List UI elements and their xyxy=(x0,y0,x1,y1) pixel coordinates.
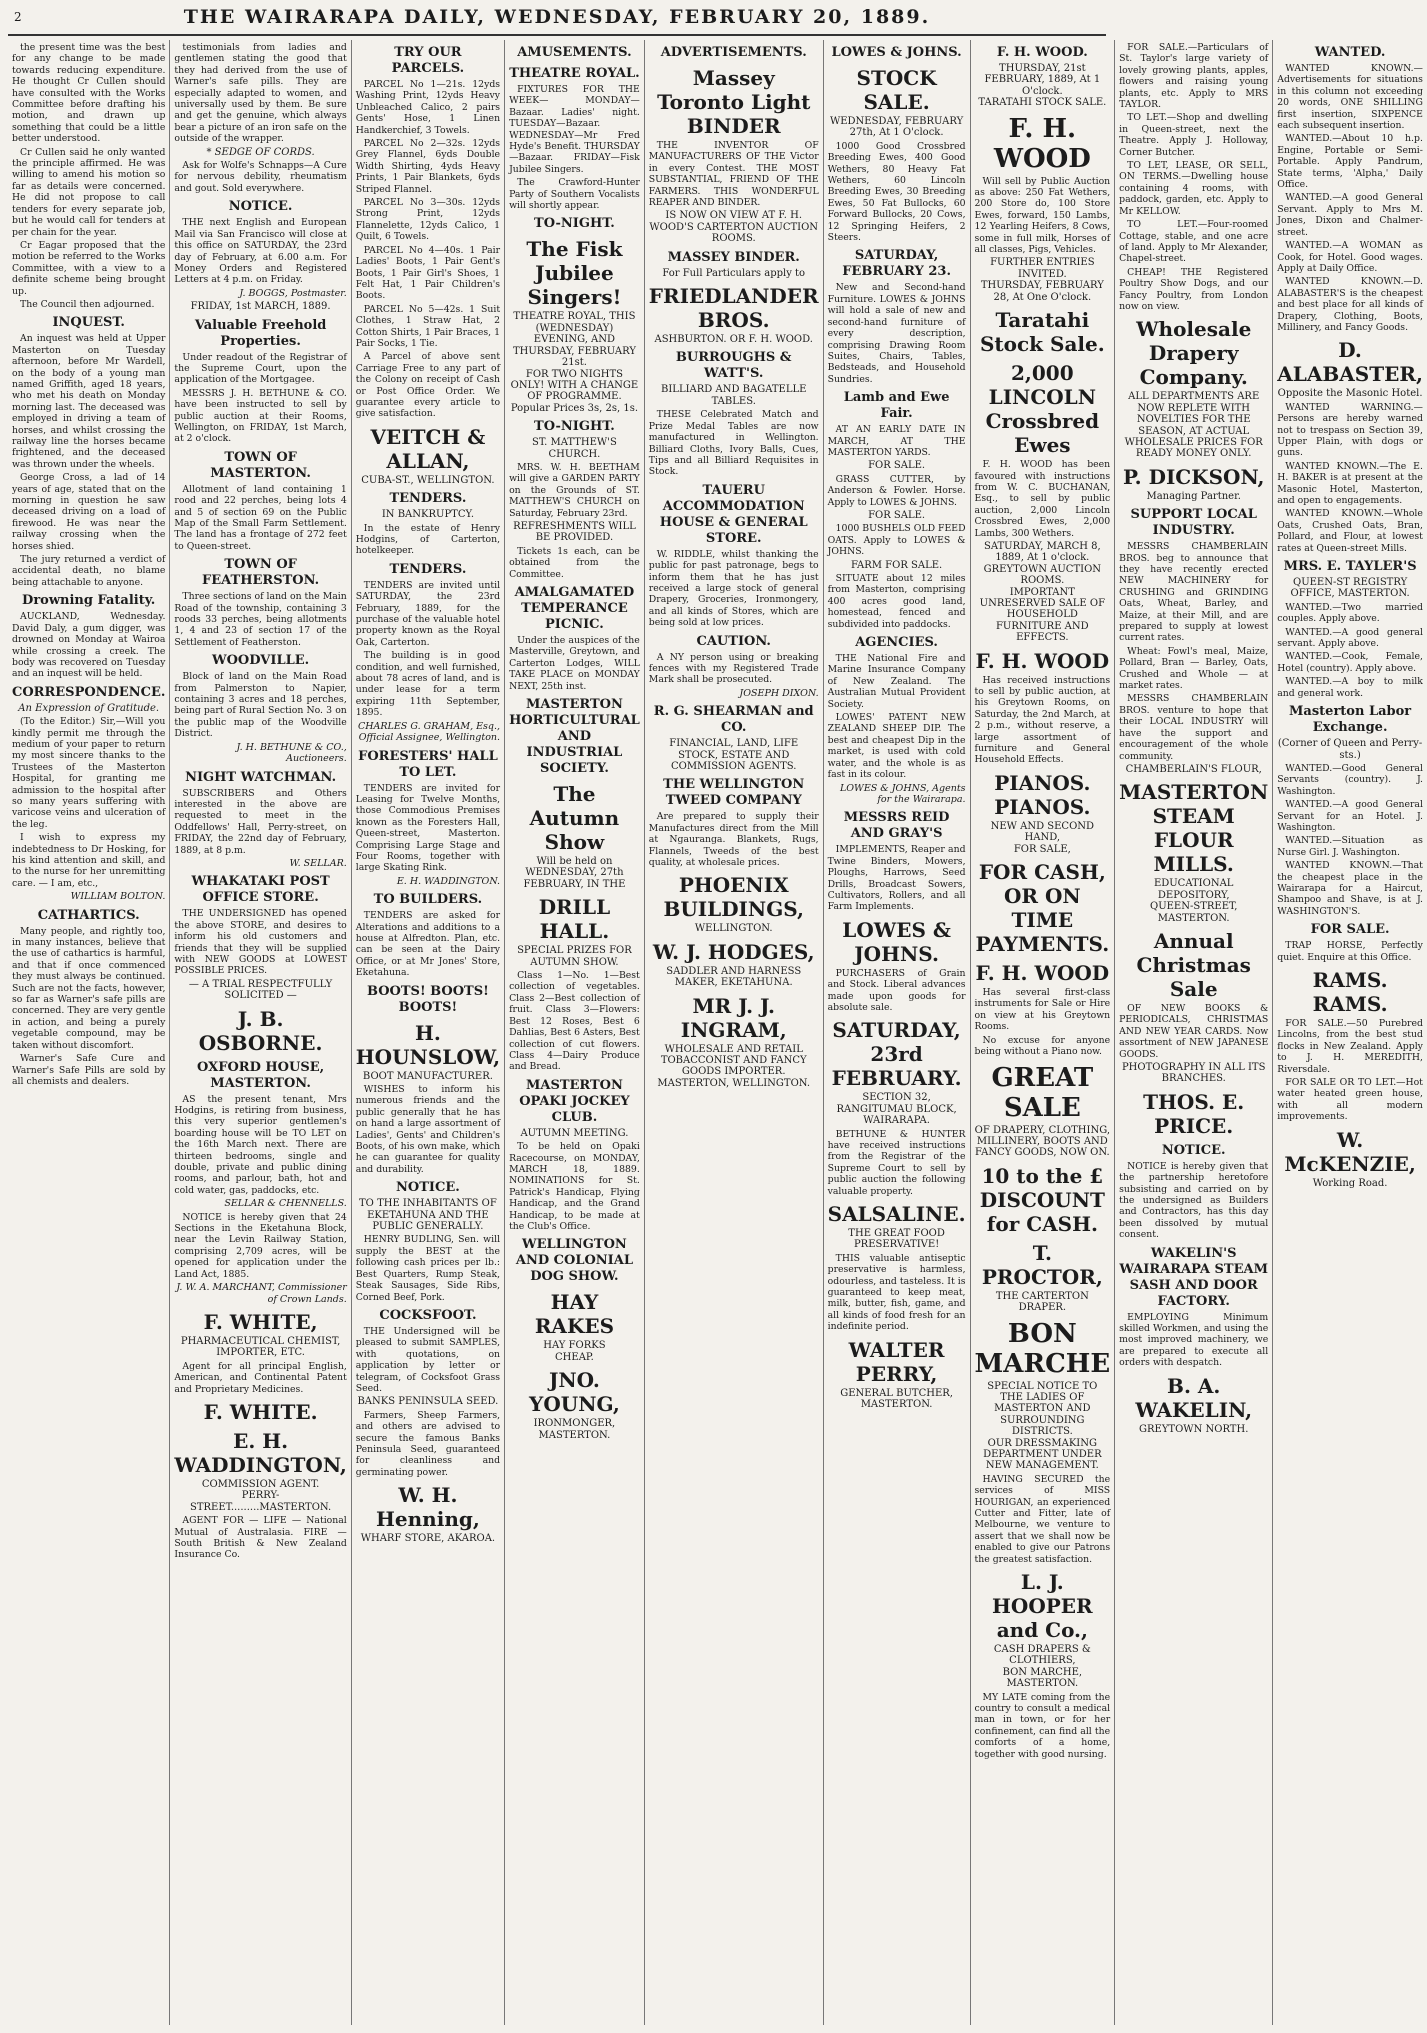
section-heading: MASSEY BINDER. xyxy=(667,249,800,265)
advert-heading: JNO. YOUNG, xyxy=(529,1368,620,1417)
centered-line: BILLIARD AND BAGATELLE TABLES. xyxy=(661,384,807,407)
section-heading: NIGHT WATCHMAN. xyxy=(185,769,337,785)
centered-line: MASTERTON, WELLINGTON. xyxy=(657,1077,811,1089)
column-6 xyxy=(824,40,971,2025)
section-heading: AMUSEMENTS. xyxy=(517,45,632,60)
article-paragraph: WANTED KNOWN.—Advertisements for situations in this column not exceeding 20 words, ONE SHILLING first insertion, SIXPENCE each subsequent insertion. xyxy=(1277,63,1423,132)
article-paragraph: HENRY BUDLING, Sen. will supply the BEST at the following cash prices per lb.: Best Quarters, Rump Steak, Steak Sausages, Side Ribs, Corned Beef, Pork. xyxy=(355,1234,501,1303)
advert-heading: W. McKENZIE, xyxy=(1284,1127,1416,1176)
article-paragraph: NOTICE is hereby given that 24 Sections in the Eketahuna Block, near the Levin Railway Station, comprising 2,709 acres, will be opened for application under the Land Act, 1885. xyxy=(174,1211,347,1280)
advert-heading: H. HOUNSLOW, xyxy=(355,1020,501,1069)
article-paragraph: A Parcel of above sent Carriage Free to any part of the Colony on receipt of Cash or Post Office Order. We guarantee every article to give satisfaction. xyxy=(355,351,501,420)
centered-line: QUEEN-STREET, MASTERTON. xyxy=(1150,901,1238,924)
advert-heading: F. H. WOOD xyxy=(975,648,1110,673)
column-7 xyxy=(971,40,1116,2025)
article-paragraph: TRAP HORSE, Perfectly quiet. Enquire at this Office. xyxy=(1277,940,1423,963)
article-paragraph: TENDERS are asked for Alterations and additions to a house at Alfredton. Plan, etc. can be seen at the Dairy Office, or at Mr Jones' Store, Eketahuna. xyxy=(355,910,501,979)
centered-line: SADDLER AND HARNESS MAKER, EKETAHUNA. xyxy=(666,965,802,989)
advert-heading: B. A. WAKELIN, xyxy=(1135,1373,1253,1422)
article-paragraph: WANTED.—About 10 h.p. Engine, Portable or Semi-Portable. Apply Pandrum, State terms, 'Alpha,' Daily Office. xyxy=(1277,133,1423,191)
article-paragraph: the present time was the best for any change to be made towards reducing expenditure. He thought Cr Cullen should have consulted with the Works Committee before drafting his motion, and drawn up something that could be a little better understood. xyxy=(12,42,166,145)
advert-banner: GREAT SALE xyxy=(991,1062,1094,1123)
article-paragraph: Many people, and rightly too, in many instances, believe that the use of cathartics is harmful, and that if once commenced they must always be continued. Such are not the facts, however, so far as Warner's safe pills are concerned. They are very gentle in action, and being a purely vegetable compound, may be taken without discomfort. xyxy=(12,925,166,1051)
section-heading: BURROUGHS & WATT'S. xyxy=(675,350,792,382)
section-heading: FOR SALE. xyxy=(1310,922,1390,938)
article-paragraph: BETHUNE & HUNTER have received instructions from the Registrar of the Supreme Court to sell by public auction the following valuable property. xyxy=(827,1128,966,1197)
advert-heading: FRIEDLANDER BROS. xyxy=(648,284,819,333)
article-paragraph: WANTED.—Situation as Nurse Girl. J. Washington. xyxy=(1277,835,1423,858)
article-paragraph: An inquest was held at Upper Masterton on Tuesday afternoon, before Mr Wardell, on the body of a young man named Griffith, aged 18 years, who met his death on Monday morning last. The deceased was employed in driving a team of horses, and whilst crossing the railway line the horses became frightened, and the deceased was thrown under the wheels. xyxy=(12,333,166,470)
article-paragraph: Has several first-class instruments for Sale or Hire on view at his Greytown Rooms. xyxy=(974,987,1111,1033)
advert-heading: HAY RAKES xyxy=(534,1290,615,1339)
article-paragraph: PURCHASERS of Grain and Stock. Liberal advances made upon goods for absolute sale. xyxy=(827,967,966,1013)
article-paragraph: FIXTURES FOR THE WEEK— MONDAY—Bazaar. Ladies' night. TUESDAY—Bazaar. WEDNESDAY—Mr Fred Hyde's Benefit. THURSDAY—Bazaar. FRIDAY—Fisk Jubilee Singers. xyxy=(509,84,640,175)
centered-line: PHOTOGRAPHY IN ALL ITS BRANCHES. xyxy=(1121,1061,1266,1085)
signature-line: CHARLES G. GRAHAM, Esq., Official Assignee, Wellington. xyxy=(357,720,501,744)
centered-line: FRIDAY, 1st MARCH, 1889. xyxy=(190,301,331,313)
advert-heading: Taratahi Stock Sale. xyxy=(979,308,1105,357)
centered-line: THURSDAY, 21st FEBRUARY, 1889, At 1 O'clock. xyxy=(984,63,1101,97)
article-paragraph: GRASS CUTTER, by Anderson & Fowler. Horse. Apply to LOWES & JOHNS. xyxy=(827,473,966,508)
centered-line: BON MARCHE, MASTERTON. xyxy=(1002,1666,1083,1690)
centered-line: NEW AND SECOND HAND, xyxy=(990,820,1095,844)
section-heading: WELLINGTON AND COLONIAL DOG SHOW. xyxy=(515,1237,633,1285)
signature-line: J. H. BETHUNE & CO., Auctioneers. xyxy=(236,741,347,765)
advert-heading: The Autumn Show xyxy=(529,782,620,855)
centered-line: ASHBURTON. OR F. H. WOOD. xyxy=(654,334,813,346)
article-paragraph: Tickets 1s each, can be obtained from the Committee. xyxy=(509,545,640,580)
centered-line: ST. MATTHEW'S CHURCH. xyxy=(532,437,617,460)
centered-line: SECTION 32, RANGITUMAU BLOCK, WAIRARAPA. xyxy=(836,1092,957,1127)
sub-heading: * SEDGE OF CORDS. xyxy=(206,146,315,158)
signature-line: LOWES & JOHNS, Agents for the Wairarapa. xyxy=(839,782,966,805)
centered-line: PHARMACEUTICAL CHEMIST, IMPORTER, ETC. xyxy=(180,1335,341,1359)
article-paragraph: WANTED.—A good General Servant. Apply to Mrs M. Jones, Dixon and Chalmer-street. xyxy=(1277,192,1423,238)
section-heading: THE WELLINGTON TWEED COMPANY xyxy=(663,777,805,809)
centered-line: GREYTOWN NORTH. xyxy=(1139,1423,1249,1435)
advert-heading: MR J. J. INGRAM, xyxy=(680,993,787,1042)
article-paragraph: MY LATE coming from the country to consult a medical man in town, or for her confinement, can find all the comforts of a home, together with good nursing. xyxy=(974,1691,1111,1760)
article-paragraph: PARCEL No 4—40s. 1 Pair Ladies' Boots, 1 Pair Gent's Boots, 1 Pair Girl's Shoes, 1 Felt Hat, 1 Pair Children's Boots. xyxy=(355,244,501,302)
article-paragraph: THE National Fire and Marine Insurance Company of New Zealand. The Australian Mutual Provident Society. xyxy=(827,653,966,710)
article-paragraph: THE UNDERSIGNED has opened the above STORE, and desires to inform his old customers and friends that they will be supplied with NEW GOODS at LOWEST POSSIBLE PRICES. xyxy=(174,908,347,977)
section-heading: THEATRE ROYAL. xyxy=(509,66,640,81)
article-paragraph: The jury returned a verdict of accidental death, no blame being attachable to anyone. xyxy=(12,554,166,588)
article-paragraph: Block of land on the Main Road from Palmerston to Napier, containing 3 acres and 18 perches, being part of Rural Section No. 3 on the public map of the Woodville District. xyxy=(174,671,347,740)
section-heading: F. H. WOOD. xyxy=(996,45,1088,60)
centered-line: OUR DRESSMAKING DEPARTMENT UNDER NEW MANAGEMENT. xyxy=(983,1437,1102,1472)
advert-heading: MASTERTON STEAM FLOUR MILLS. xyxy=(1119,780,1269,877)
advert-heading: W. H. Henning, xyxy=(376,1483,480,1532)
section-heading: Masterton Labor Exchange. xyxy=(1289,704,1412,736)
centered-line: THURSDAY, FEBRUARY 28, At One O'clock. xyxy=(980,280,1104,303)
article-paragraph: MESSRS CHAMBERLAIN BROS. beg to announce that they have recently erected NEW MACHINERY for CRUSHING and GRINDING Oats, Wheat, Barley, and Maize, at their Mill, and are prepared to supply at lowest current rates. xyxy=(1119,541,1269,644)
section-heading: FORESTERS' HALL TO LET. xyxy=(358,748,498,780)
signature-line: J. BOGGS, Postmaster. xyxy=(239,287,347,299)
advert-heading: VEITCH & ALLAN, xyxy=(370,424,486,473)
section-heading: OXFORD HOUSE, MASTERTON. xyxy=(197,1059,325,1091)
article-paragraph: WANTED.—A good general servant. Apply above. xyxy=(1277,626,1423,650)
article-paragraph: AGENT FOR — LIFE — National Mutual of Australasia. FIRE — South British & New Zealand Insurance Co. xyxy=(174,1515,347,1561)
centered-line: SPECIAL PRIZES FOR AUTUMN SHOW. xyxy=(517,945,632,968)
advert-heading: STOCK SALE. xyxy=(856,66,937,114)
article-paragraph: IMPLEMENTS, Reaper and Twine Binders, Mowers, Ploughs, Harrows, Seed Drills, Broadcast Sowers, Cultivators, Rollers, and all Farm Implements. xyxy=(827,844,966,913)
section-heading: TAUERU ACCOMMODATION HOUSE & GENERAL STORE. xyxy=(659,482,808,546)
signature-line: J. W. A. MARCHANT, Commissioner of Crown Lands. xyxy=(176,1282,347,1305)
article-paragraph: Under readout of the Registrar of the Supreme Court, upon the application of the Mortgagee. xyxy=(174,351,347,386)
article-paragraph: LOWES' PATENT NEW ZEALAND SHEEP DIP. The best and cheapest Dip in the market, is used with cold water, and the whole is as fast in its colour. xyxy=(827,712,966,781)
article-paragraph: WANTED.—A good General Servant for an Hotel. J. Washington. xyxy=(1277,799,1423,833)
article-paragraph: WANTED.—Two married couples. Apply above. xyxy=(1277,601,1423,625)
article-paragraph: WANTED.—Cook, Female, Hotel (country). Apply above. xyxy=(1277,651,1423,674)
centered-line: HAY FORKS xyxy=(543,1340,606,1352)
section-heading: AMALGAMATED TEMPERANCE PICNIC. xyxy=(514,585,635,632)
centered-line: Managing Partner. xyxy=(1146,490,1241,502)
advert-heading: Wholesale Drapery Company. xyxy=(1136,317,1252,390)
centered-line: THEATRE ROYAL, THIS (WEDNESDAY) EVENING, AND THURSDAY, FEBRUARY 21st. xyxy=(512,311,636,369)
advert-heading: SATURDAY, 23rd FEBRUARY. xyxy=(831,1018,962,1091)
section-heading: Drowning Fatality. xyxy=(22,593,156,609)
advert-heading: J. B. OSBORNE. xyxy=(198,1006,323,1055)
article-paragraph: TO LET.—Shop and dwelling in Queen-street, next the Theatre. Apply J. Holloway, Corner Butcher. xyxy=(1119,112,1269,158)
section-heading: CATHARTICS. xyxy=(37,907,140,923)
section-heading: TRY OUR PARCELS. xyxy=(391,45,465,76)
section-heading: TO-NIGHT. xyxy=(534,419,615,435)
article-paragraph: Cr Eagar proposed that the motion be referred to the Works Committee, with a view to a definite scheme being brought up. xyxy=(12,239,166,297)
article-paragraph: testimonials from ladies and gentlemen stating the good that they had derived from the use of Warner's safe pills. They are especially adapted to women, and universally used by them. Be sure and get the genuine, which always bear a picture of an iron safe on the outside of the wrapper. xyxy=(174,42,347,145)
signature-line: W. SELLAR. xyxy=(289,857,347,869)
centered-line: OF DRAPERY, CLOTHING, MILLINERY, BOOTS AND FANCY GOODS, NOW ON. xyxy=(974,1124,1111,1159)
centered-line: SATURDAY, MARCH 8, 1889, At 1 o'clock. xyxy=(983,540,1101,564)
article-paragraph: SITUATE about 12 miles from Masterton, comprising 400 acres good land, homestead, fenced and subdivided into paddocks. xyxy=(827,573,966,630)
article-paragraph: AT AN EARLY DATE IN MARCH, AT THE MASTERTON YARDS. xyxy=(827,424,966,458)
signature-line: WILLIAM BOLTON. xyxy=(70,891,166,903)
advert-heading: PIANOS. PIANOS. xyxy=(994,770,1091,819)
advert-banner: BON MARCHE xyxy=(974,1318,1111,1379)
article-paragraph: TENDERS are invited for Leasing for Twelve Months, those Commodious Premises known as the Foresters Hall, Queen-street, Masterton. Comprising Large Stage and Four Rooms, together with large Skating Rink. xyxy=(355,782,501,874)
section-heading: CAUTION. xyxy=(696,633,771,649)
article-paragraph: SUBSCRIBERS and Others interested in the above are requested to meet in the Oddfellows' Hall, Perry-street, on FRIDAY, the 22nd day of February, 1889, at 8 p.m. xyxy=(174,787,347,856)
article-paragraph: F. H. WOOD has been favoured with instructions from W. C. BUCHANAN, Esq., to sell by public auction, 2,000 Lincoln Crossbred Ewes, 2,000 Lambs, 300 Wethers. xyxy=(974,459,1111,539)
article-paragraph: WANTED KNOWN.—D. ALABASTER'S is the cheapest and best place for all kinds of Drapery, Clothing, Boots, Millinery, and Fancy Goods. xyxy=(1277,276,1423,333)
article-paragraph: 1000 Good Crossbred Breeding Ewes, 400 Good Wethers, 80 Heavy Fat Wethers, 60 Lincoln Breeding Ewes, 30 Breeding Ewes, 50 Fat Bullocks, 60 Forward Bullocks, 20 Cows, 12 Springing Heifers, 2 Steers. xyxy=(827,140,966,244)
article-paragraph: WANTED KNOWN.—The E. H. BAKER is at present at the Masonic Hotel, Masterton, and open to engagements. xyxy=(1277,460,1423,506)
article-paragraph: THE next English and European Mail via San Francisco will close at this office on SATURDAY, the 23rd day of February, at 6.00 a.m. For Money Orders and Registered Letters at 4 p.m. on Friday. xyxy=(174,217,347,286)
article-paragraph: A NY person using or breaking fences with my Registered Trade Mark shall be prosecuted. xyxy=(648,651,819,686)
article-paragraph: TO LET, LEASE, OR SELL, ON TERMS.—Dwelling house containing 4 rooms, with paddock, garden, etc. Apply to Mr KELLOW. xyxy=(1119,160,1269,217)
section-heading: TOWN OF MASTERTON. xyxy=(210,449,311,481)
centered-line: — A TRIAL RESPECTFULLY SOLICITED — xyxy=(188,978,333,1002)
article-paragraph: PARCEL No 2—32s. 12yds Grey Flannel, 6yds Double Width Shirting, 4yds Heavy Prints, 1 Pair Blankets, 6yds Striped Flannel. xyxy=(355,138,501,195)
column-1 xyxy=(8,40,170,2025)
centered-line: Popular Prices 3s, 2s, 1s. xyxy=(510,402,639,414)
article-paragraph: MRS. W. H. BEETHAM will give a GARDEN PARTY on the Grounds of ST. MATTHEW'S CHURCH on Saturday, February 23rd. xyxy=(509,461,640,519)
section-heading: WHAKATAKI POST OFFICE STORE. xyxy=(191,874,330,906)
centered-line: THE GREAT FOOD PRESERVATIVE! xyxy=(848,1228,945,1251)
article-paragraph: The Council then adjourned. xyxy=(20,298,155,310)
signature-line: JOSEPH DIXON. xyxy=(739,687,819,699)
centered-line: WEDNESDAY, FEBRUARY 27th, At 1 O'clock. xyxy=(829,116,964,139)
section-heading: CORRESPONDENCE. xyxy=(12,684,166,700)
article-paragraph: Has received instructions to sell by public auction, at his Greytown Rooms, on Saturday, the 2nd March, at 2 p.m., without reserve, a large assortment of furniture and General Household Effects. xyxy=(974,674,1111,766)
article-paragraph: The building is in good condition, and well furnished, about 78 acres of land, and is under lease for a term expiring 11th September, 1895. xyxy=(355,650,501,719)
centered-line: CHAMBERLAIN'S FLOUR, xyxy=(1125,763,1262,775)
centered-line: FOR TWO NIGHTS ONLY! WITH A CHANGE OF PROGRAMME. xyxy=(510,368,639,403)
article-paragraph: Ask for Wolfe's Schnapps—A Cure for nervous debility, rheumatism and gout. Sold everywhere. xyxy=(174,160,347,194)
article-paragraph: WANTED.—Good General Servants (country). J. Washington. xyxy=(1277,762,1423,797)
masthead-title: THE WAIRARAPA DAILY, WEDNESDAY, FEBRUARY 20, 1889. xyxy=(183,6,931,28)
sub-heading: An Expression of Gratitude. xyxy=(18,702,160,714)
article-paragraph: Wheat: Fowl's meal, Maize, Pollard, Bran — Barley, Oats, Crushed and Whole — at market rates. xyxy=(1119,645,1269,692)
section-heading: SATURDAY, FEBRUARY 23. xyxy=(842,248,951,280)
article-paragraph: PARCEL No 5—42s. 1 Suit Clothes, 1 Straw Hat, 2 Cotton Shirts, 1 Pair Braces, 1 Pair Socks, 1 Tie. xyxy=(355,303,501,349)
article-paragraph: NOTICE is hereby given that the partnership heretofore subsisting and carried on by the undersigned as Builders and Contractors, has this day been dissolved by mutual consent. xyxy=(1119,1160,1269,1241)
advert-banner: F. H. WOOD xyxy=(993,113,1091,174)
centered-line: Opposite the Masonic Hotel. xyxy=(1277,388,1423,400)
advert-heading: E. H. WADDINGTON, xyxy=(174,1428,347,1477)
section-heading: LOWES & JOHNS. xyxy=(831,45,962,60)
centered-line: EDUCATIONAL DEPOSITORY, xyxy=(1153,878,1234,901)
centered-line: CHEAP. xyxy=(555,1351,594,1363)
article-paragraph: FOR SALE OR TO LET.—Hot water heated green house, with all modern improvements. xyxy=(1277,1077,1423,1123)
article-paragraph: Are prepared to supply their Manufactures direct from the Mill at Ngauranga. Blankets, Rugs, Flannels, Tweeds of the best quality, at wholesale prices. xyxy=(648,811,819,869)
article-paragraph: George Cross, a lad of 14 years of age, stated that on the morning in question he saw deceased driving on a load of firewood. He was near the railway crossing when the horses shied. xyxy=(12,472,166,552)
article-paragraph: No excuse for anyone being without a Piano now. xyxy=(974,1034,1111,1058)
centered-line: Will be held on WEDNESDAY, 27th FEBRUARY, IN THE xyxy=(523,856,626,890)
centered-line: IS NOW ON VIEW AT F. H. WOOD'S CARTERTON AUCTION ROOMS. xyxy=(649,210,819,245)
section-heading: TO BUILDERS. xyxy=(373,892,483,908)
centered-line: QUEEN-ST REGISTRY OFFICE, MASTERTON. xyxy=(1290,577,1410,600)
section-heading: SUPPORT LOCAL INDUSTRY. xyxy=(1130,507,1257,539)
section-heading: COCKSFOOT. xyxy=(379,1307,477,1323)
article-paragraph: WANTED KNOWN.—That the cheapest place in the Wairarapa for a Haircut, Shampoo and Shave, is at J. WASHINGTON'S. xyxy=(1277,860,1423,917)
advert-heading: L. J. HOOPER and Co., xyxy=(992,1570,1093,1643)
advert-heading: P. DICKSON, xyxy=(1122,464,1265,489)
article-paragraph: THE Undersigned will be pleased to submit SAMPLES, with quotations, on application by letter or telegram, of Cocksfoot Grass Seed. xyxy=(355,1325,501,1394)
section-heading: BOOTS! BOOTS! BOOTS! xyxy=(367,983,489,1015)
section-heading: WOODVILLE. xyxy=(212,653,310,669)
article-paragraph: PARCEL No 3—30s. 12yds Strong Print, 12yds Flannelette, 12yds Calico, 1 Quilt, 6 Towels. xyxy=(355,197,501,243)
section-heading: MASTERTON OPAKI JOCKEY CLUB. xyxy=(519,1077,630,1125)
advert-heading: 10 to the £ DISCOUNT for CASH. xyxy=(979,1163,1105,1236)
advert-heading: FOR CASH, OR ON TIME PAYMENTS. xyxy=(975,860,1110,957)
centered-line: PERRY-STREET.........MASTERTON. xyxy=(189,1490,332,1513)
section-heading: MRS. E. TAYLER'S xyxy=(1283,559,1417,575)
article-paragraph: THIS valuable antiseptic preservative is harmless, odourless, and tasteless. It is guaranteed to keep meat, milk, butter, fish, game, and all kinds of food fresh for an indefinite period. xyxy=(827,1252,966,1333)
advert-heading: THOS. E. PRICE. xyxy=(1143,1089,1245,1138)
centered-line: FOR SALE. xyxy=(868,509,926,521)
article-paragraph: OF NEW BOOKS & PERIODICALS, CHRISTMAS AND NEW YEAR CARDS. Now assortment of NEW JAPANESE GOODS. xyxy=(1119,1002,1269,1060)
section-heading: TO-NIGHT. xyxy=(534,216,615,232)
signature-line: E. H. WADDINGTON. xyxy=(396,875,501,887)
column-4 xyxy=(505,40,645,2025)
section-heading: TOWN OF FEATHERSTON. xyxy=(202,557,320,589)
centered-line: BANKS PENINSULA SEED. xyxy=(357,1396,499,1408)
centered-line: GENERAL BUTCHER, MASTERTON. xyxy=(840,1387,953,1411)
article-paragraph: TENDERS are invited until SATURDAY, the 23rd February, 1889, for the purchase of the valuable hotel property known as the Royal Oak, Carterton. xyxy=(355,579,501,648)
centered-line: IN BANKRUPTCY. xyxy=(381,509,474,521)
centered-line: GREYTOWN AUCTION ROOMS. xyxy=(983,563,1102,587)
section-heading: R. G. SHEARMAN and CO. xyxy=(653,704,814,736)
section-heading: ADVERTISEMENTS. xyxy=(660,45,807,60)
article-paragraph: Farmers, Sheep Farmers, and others are advised to secure the famous Banks Peninsula Seed, guaranteed for cleanliness and germinating power. xyxy=(355,1409,501,1478)
section-heading: INQUEST. xyxy=(52,315,125,331)
centered-line: WELLINGTON. xyxy=(694,923,773,935)
article-paragraph: HAVING SECURED the services of MISS HOURIGAN, an experienced Cutter and Fitter, late of Melbourne, we venture to assert that we shall now be enabled to give our Patrons the greatest satisfaction. xyxy=(974,1473,1111,1565)
masthead-rule xyxy=(8,34,1106,36)
advert-heading: PHOENIX BUILDINGS, xyxy=(663,873,804,922)
article-paragraph: Allotment of land containing 1 rood and 22 perches, being lots 4 and 5 of section 69 on the Public Map of the Small Farm Settlement. The land has a frontage of 272 feet to Queen-street. xyxy=(174,483,347,552)
section-heading: WAKELIN'S WAIRARAPA STEAM SASH AND DOOR FACTORY. xyxy=(1119,1245,1268,1309)
article-paragraph: PARCEL No 1—21s. 12yds Washing Print, 12yds Heavy Unbleached Calico, 2 pairs Gents' Hose, 1 Linen Handkerchief, 3 Towels. xyxy=(355,79,501,136)
article-paragraph: (To the Editor.) Sir,—Will you kindly permit me through the medium of your paper to return my most sincere thanks to the Trustees of the Masterton Hospital, for granting me admission to the hospital after so many years suffering with varicose veins and ulceration of the leg. xyxy=(12,716,166,830)
article-paragraph: WISHES to inform his numerous friends and the public generally that he has on hand a large assortment of Ladies', Gents' and Children's Boots, of his own make, which he can guarantee for quality and durability. xyxy=(355,1084,501,1175)
centered-line: FINANCIAL, LAND, LIFE STOCK, ESTATE AND COMMISSION AGENTS. xyxy=(669,738,799,772)
section-heading: TENDERS. xyxy=(389,491,467,507)
column-5 xyxy=(645,40,824,2025)
article-paragraph: The Crawford-Hunter Party of Southern Vocalists will shortly appear. xyxy=(509,177,640,212)
article-paragraph: WANTED.—A boy to milk and general work. xyxy=(1277,676,1423,699)
article-paragraph: EMPLOYING Minimum skilled Workmen, and using the most improved machinery, we are prepared to execute all orders with despatch. xyxy=(1119,1311,1269,1369)
article-paragraph: Under the auspices of the Masterville, Greytown, and Carterton Lodges, WILL TAKE PLACE on MONDAY NEXT, 25th inst. xyxy=(509,635,640,692)
article-paragraph: AUCKLAND, Wednesday. David Daly, a gum digger, was drowned on Monday at Wairoa while crossing a creek. The body was recovered on Tuesday and an inquest will be held. xyxy=(12,611,166,680)
advert-heading: W. J. HODGES, xyxy=(652,939,815,964)
article-paragraph: To be held on Opaki Racecourse, on MONDAY, MARCH 18, 1889. NOMINATIONS for St. Patrick's Handicap, Flying Handicap, and the Grand Handicap, to be made at the Club's Office. xyxy=(509,1141,640,1232)
article-paragraph: I wish to express my indebtedness to Dr Hosking, for his kind attention and skill, and to the nurse for her unremitting care. — I am, etc., xyxy=(12,832,166,889)
centered-line: SPECIAL NOTICE TO THE LADIES OF MASTERTON AND SURROUNDING DISTRICTS. xyxy=(987,1380,1098,1438)
column-2 xyxy=(170,40,351,2025)
article-paragraph: TO LET.—Four-roomed Cottage, stable, and one acre of land. Apply to Mr Alexander, Chapel-street. xyxy=(1119,219,1269,265)
advert-heading: F. H. WOOD xyxy=(975,961,1110,986)
article-paragraph: Warner's Safe Cure and Warner's Safe Pills are sold by all chemists and dealers. xyxy=(12,1053,166,1087)
advert-heading: T. PROCTOR, xyxy=(981,1240,1103,1289)
article-paragraph: New and Second-hand Furniture. LOWES & JOHNS will hold a sale of new and second-hand furniture of every description, comprising Drawing Room Suites, Chairs, Tables, Bedsteads, and Household Sundries. xyxy=(827,282,966,385)
centered-line: FOR SALE. xyxy=(868,460,926,472)
advert-heading: SALSALINE. xyxy=(827,1202,966,1227)
article-paragraph: Cr Cullen said he only wanted the principle affirmed. He was willing to amend his motion so far as details were concerned. He did not propose to call tenders for every separate job, but he would call for tenders at per chain for the year. xyxy=(12,146,166,238)
section-heading: MESSRS REID AND GRAY'S xyxy=(843,810,950,842)
centered-line: FURTHER ENTRIES INVITED. xyxy=(990,257,1095,280)
advert-heading: Annual Christmas Sale xyxy=(1136,928,1251,1001)
article-paragraph: MESSRS CHAMBERLAIN BROS. venture to hope that their LOCAL INDUSTRY will have the support and encouragement of the whole community. xyxy=(1119,693,1269,762)
columns-container xyxy=(8,40,1423,2025)
article-paragraph: WANTED KNOWN.—Whole Oats, Crushed Oats, Bran, Pollard, and Flour, at lowest rates at Queen-street Mills. xyxy=(1277,508,1423,554)
section-heading: NOTICE. xyxy=(228,199,293,215)
section-heading: Lamb and Ewe Fair. xyxy=(843,390,950,422)
centered-line: Working Road. xyxy=(1312,1177,1388,1189)
centered-line: COMMISSION AGENT. xyxy=(201,1478,320,1490)
centered-line: (Corner of Queen and Perry-sts.) xyxy=(1277,738,1423,761)
article-paragraph: WANTED WARNING.—Persons are hereby warned not to trespass on Section 39, Upper Plain, with dogs or guns. xyxy=(1277,401,1423,459)
advert-heading: Massey Toronto Light BINDER xyxy=(657,66,811,138)
advert-heading: RAMS. RAMS. xyxy=(1312,968,1388,1016)
centered-line: TO THE INHABITANTS OF EKETAHUNA AND THE PUBLIC GENERALLY. xyxy=(359,1198,497,1233)
section-heading: TENDERS. xyxy=(389,561,467,577)
article-paragraph: AS the present tenant, Mrs Hodgins, is retiring from business, this very superior gentlemen's boarding house will be TO LET on the 16th March next. There are thirteen bedrooms, single and double, private and public dining rooms, and parlour, bath, hot and cold water, gas, paddocks, etc. xyxy=(174,1093,347,1196)
advert-heading: 2,000 LINCOLN Crossbred Ewes xyxy=(985,361,1100,458)
article-paragraph: In the estate of Henry Hodgins, of Carterton, hotelkeeper. xyxy=(355,522,501,557)
centered-line: IMPORTANT UNRESERVED SALE OF HOUSEHOLD FURNITURE AND EFFECTS. xyxy=(979,586,1106,644)
centered-line: For Full Particulars apply to xyxy=(662,267,806,279)
advert-heading: F. WHITE. xyxy=(203,1399,318,1424)
article-paragraph: 1000 BUSHELS OLD FEED OATS. Apply to LOWES & JOHNS. xyxy=(827,523,966,558)
centered-line: FARM FOR SALE. xyxy=(850,559,943,571)
centered-line: MASTERTON. xyxy=(538,1429,611,1441)
signature-line: SELLAR & CHENNELLS. xyxy=(224,1198,347,1210)
column-3 xyxy=(352,40,505,2025)
article-paragraph: Class 1—No. 1—Best collection of vegetables. Class 2—Best collection of fruit. Class 3—Flowers: Best 12 Roses, Best 6 Dahlias, Best 6 Asters, Best collection of cut flowers. Class 4—Dairy Produce and Bread. xyxy=(509,970,640,1073)
column-9 xyxy=(1273,40,1427,2025)
article-paragraph: Agent for all principal English, American, and Continental Patent and Proprietary Medicines. xyxy=(174,1360,347,1395)
article-paragraph: CHEAP! THE Registered Poultry Show Dogs, and our Fancy Poultry, from London now on view. xyxy=(1119,266,1269,312)
article-paragraph: W. RIDDLE, whilst thanking the public for past patronage, begs to inform them that he has just received a large stock of general Drapery, Groceries, Ironmongery, and all kinds of Stores, which are being sold at low prices. xyxy=(648,548,819,629)
section-heading: MASTERTON HORTICULTURAL AND INDUSTRIAL SOCIETY. xyxy=(509,697,640,777)
section-heading: NOTICE. xyxy=(396,1180,460,1196)
article-paragraph: FOR SALE.—50 Purebred Lincolns, from the best stud flocks in New Zealand. Apply to J. H. MEREDITH, Riversdale. xyxy=(1277,1018,1423,1075)
section-heading: NOTICE. xyxy=(1161,1142,1226,1158)
centered-line: CASH DRAPERS & CLOTHIERS, xyxy=(993,1644,1091,1667)
centered-line: TARATAHI STOCK SALE. xyxy=(978,97,1107,109)
advert-heading: LOWES & JOHNS. xyxy=(842,917,951,966)
article-paragraph: THESE Celebrated Match and Prize Medal Tables are now manufactured in Wellington. Billiard Cloths, Ivory Balls, Cues, Tips and all Billiard Requisites in Stock. xyxy=(648,409,819,478)
page-number: 2 xyxy=(14,10,22,24)
column-8 xyxy=(1115,40,1273,2025)
article-paragraph: MESSRS J. H. BETHUNE & CO. have been instructed to sell by public auction at their Rooms, Wellington, on FRIDAY, 1st March, at 2 o'clock. xyxy=(174,387,347,445)
article-paragraph: THE INVENTOR OF MANUFACTURERS OF THE Victor in every Contest. THE MOST SUBSTANTIAL, FRIEND OF THE FARMERS. THIS WONDERFUL REAPER AND BINDER. xyxy=(648,140,819,209)
centered-line: REFRESHMENTS WILL BE PROVIDED. xyxy=(513,520,636,544)
article-paragraph: FOR SALE.—Particulars of St. Taylor's large variety of lovely growing plants, apples, flowers and raising young plants, etc. Apply to MRS TAYLOR. xyxy=(1119,42,1269,111)
advert-heading: D. ALABASTER, xyxy=(1277,338,1423,387)
centered-line: AUTUMN MEETING. xyxy=(520,1127,629,1139)
centered-line: THE CARTERTON DRAPER. xyxy=(995,1290,1089,1314)
centered-line: ALL DEPARTMENTS ARE NOW REPLETE WITH NOVELTIES FOR THE SEASON, AT ACTUAL WHOLESALE PRICES FOR READY MONEY ONLY. xyxy=(1124,391,1263,460)
centered-line: CUBA-ST., WELLINGTON. xyxy=(361,474,495,486)
advert-heading: DRILL HALL. xyxy=(538,895,611,944)
article-paragraph: Will sell by Public Auction as above: 250 Fat Wethers, 200 Store do, 100 Store Ewes, forward, 150 Lambs, 12 Yearling Heifers, 8 Cows, some in full milk, Horses of all classes, Pigs, Vehicles. xyxy=(974,175,1111,256)
centered-line: FOR SALE, xyxy=(1013,843,1071,855)
centered-line: WHARF STORE, AKAROA. xyxy=(360,1533,496,1545)
section-heading: WANTED. xyxy=(1314,45,1386,60)
centered-line: WHOLESALE AND RETAIL TOBACCONIST AND FANCY GOODS IMPORTER. xyxy=(660,1043,807,1078)
article-paragraph: WANTED.—A WOMAN as Cook, for Hotel. Good wages. Apply at Daily Office. xyxy=(1277,240,1423,274)
section-heading: Valuable Freehold Properties. xyxy=(194,317,327,349)
advert-heading: F. WHITE, xyxy=(203,1309,318,1334)
centered-line: IRONMONGER, xyxy=(533,1418,616,1430)
advert-heading: The Fisk Jubilee Singers! xyxy=(526,237,623,310)
advert-heading: WALTER PERRY, xyxy=(848,1337,945,1386)
article-paragraph: Three sections of land on the Main Road of the township, containing 3 roods 33 perches, being allotments 1, 4 and 23 of section 17 of the Settlement of Featherston. xyxy=(174,591,347,648)
centered-line: BOOT MANUFACTURER. xyxy=(362,1070,493,1082)
section-heading: AGENCIES. xyxy=(855,635,938,651)
